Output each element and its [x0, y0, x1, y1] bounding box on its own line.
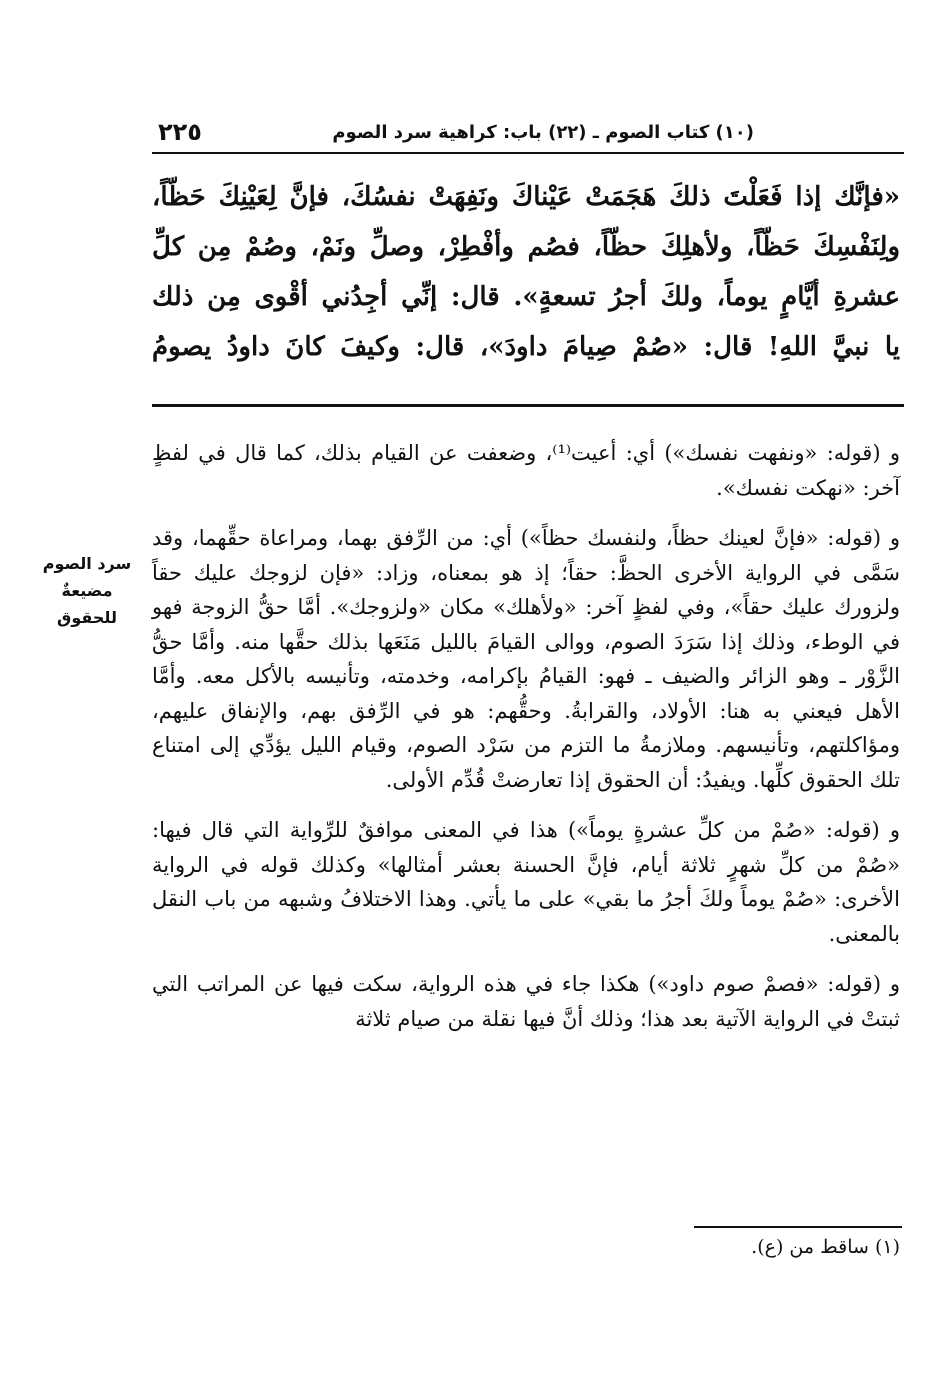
margin-note — [24, 550, 150, 631]
footnote-rule — [694, 1226, 902, 1228]
commentary-paragraph: و (قوله: «ونفهت نفسك») أي: أعيت⁽¹⁾، وضعفت عن القيام بذلك، كما قال في لفظٍ آخر: «نهكت نفسك». — [152, 441, 900, 500]
page-header — [152, 118, 904, 154]
margin-note-line: سرد الصوم — [42, 554, 132, 573]
hadith-line: «فإنَّك إذا فَعَلْتَ ذلكَ هَجَمَتْ عَيْناكَ ونَفِهَتْ نفسُكَ، فإنَّ لِعَيْنِكَ حَظّاً، — [152, 182, 900, 212]
hadith-line: ولِنَفْسِكَ حَظّاً، ولأهلِكَ حظّاً، فصُم وأفْطِرْ، وصلِّ ونَمْ، وصُمْ مِن كلِّ — [152, 232, 900, 262]
commentary-paragraph: و (قوله: «فإنَّ لعينك حظاً، ولنفسك حظاً») أي: من الرِّفق بهما، ومراعاة حقِّهما، وقد سَمَّى في الرواية الأخرى الحظَّ: حقاً؛ إذ هو بمعناه، وزاد: «فإن لزوجك عليك حقاً ولزورك عليك حقاً»، وفي لفظٍ آخر: «ولأهلك» مكان «ولزوجك». أمَّا حقُّ الزوجة فهو في الوطء، وذلك إذا سَرَدَ الصوم، ووالى القيامَ بالليل مَنَعَها بذلك حقَّها منه. وأمَّا حقُّ الزَّوْر ـ وهو الزائر والضيف ـ فهو: القيامُ بإكرامه، وخدمته، وتأنيسه بالأكل معه. وأمَّا الأهل فيعني به هنا: الأولاد، والقرابةُ. وحقُّهم: هو في الرِّفق بهم، والإنفاق عليهم، ومؤاكلتهم، وتأنيسهم. وملازمةُ ما التزم من سَرْد الصوم، وقيام الليل يؤدِّي إلى امتناع تلك الحقوق كلِّها. ويفيدُ: أن الحقوق إذا تعارضتْ قُدِّم الأولى. — [152, 526, 900, 792]
section-divider — [152, 404, 904, 407]
hadith-text — [152, 172, 900, 372]
margin-note-line: للحقوق — [57, 608, 117, 627]
commentary — [152, 436, 900, 1052]
footnote: (١) ساقط من (ع). — [751, 1236, 900, 1258]
margin-note-line: مضيعةٌ — [61, 581, 113, 600]
running-title: (١٠) كتاب الصوم ـ (٢٢) باب: كراهية سرد الصوم — [332, 122, 754, 143]
commentary-paragraph: و (قوله: «صُمْ من كلِّ عشرةٍ يوماً») هذا في المعنى موافقٌ للرِّواية التي قال فيها: «صُمْ من كلِّ شهرٍ ثلاثة أيام، فإنَّ الحسنة بعشر أمثالها» وكذلك قوله في الرواية الأخرى: «صُمْ يوماً ولكَ أجرُ ما بقي» على ما يأتي. وهذا الاختلافُ وشبهه من باب النقل بالمعنى. — [152, 818, 900, 946]
page-number: ٢٢٥ — [158, 118, 202, 146]
commentary-paragraph: و (قوله: «فصمْ صوم داود») هكذا جاء في هذه الرواية، سكت فيها عن المراتب التي ثبتتْ في الرواية الآتية بعد هذا؛ وذلك أنَّ فيها نقلة من صيام ثلاثة — [152, 972, 900, 1031]
hadith-line: يا نبيَّ اللهِ! قال: «صُمْ صِيامَ داودَ»، قال: وكيفَ كانَ داودُ يصومُ — [152, 332, 900, 362]
hadith-line: عشرةِ أيَّامٍ يوماً، ولكَ أجرُ تسعةٍ». قال: إنِّي أجِدُني أقْوى مِن ذلك — [152, 282, 900, 312]
